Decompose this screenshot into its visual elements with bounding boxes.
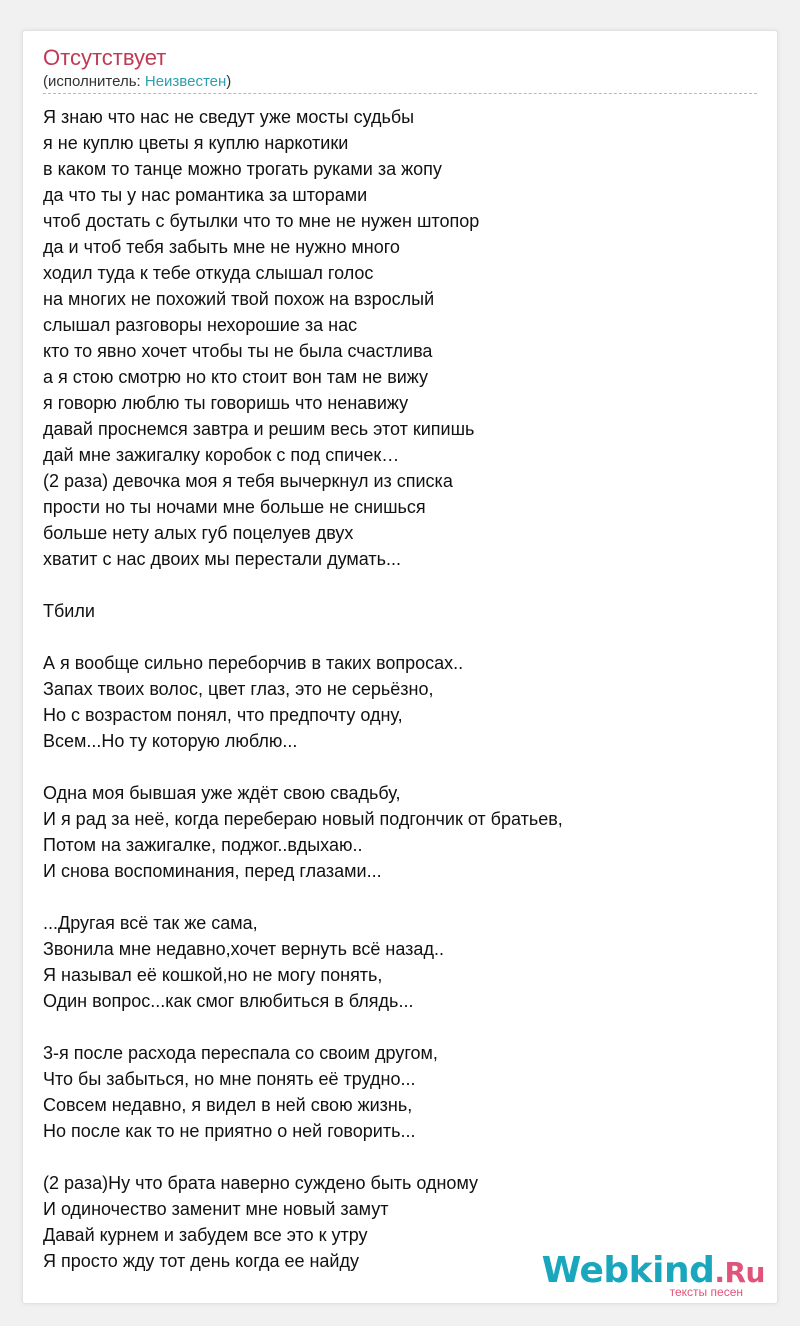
lyrics-line: И снова воспоминания, перед глазами... xyxy=(43,861,382,881)
lyrics-line: чтоб достать с бутылки что то мне не нужен штопор xyxy=(43,211,480,231)
lyrics-blank-line xyxy=(43,884,757,910)
lyrics-line: хватит с нас двоих мы перестали думать... xyxy=(43,549,402,569)
song-title: Отсутствует xyxy=(43,45,167,70)
lyrics-line: Одна моя бывшая уже ждёт свою свадьбу, xyxy=(43,783,401,803)
lyrics-line: прости но ты ночами мне больше не снишься xyxy=(43,497,426,517)
lyrics-line: давай проснемся завтра и решим весь этот кипишь xyxy=(43,419,475,439)
lyrics-line: Но после как то не приятно о ней говорить... xyxy=(43,1121,416,1141)
lyrics-line: И одиночество заменит мне новый замут xyxy=(43,1199,389,1219)
lyrics-line: Я просто жду тот день когда ее найду xyxy=(43,1251,359,1271)
lyrics-line: кто то явно хочет чтобы ты не была счастлива xyxy=(43,341,433,361)
logo-tld: .Ru xyxy=(714,1256,765,1289)
lyrics-blank-line xyxy=(43,624,757,650)
lyrics-line: Я знаю что нас не сведут уже мосты судьбы xyxy=(43,107,415,127)
lyrics-line: больше нету алых губ поцелуев двух xyxy=(43,523,354,543)
lyrics-line: Совсем недавно, я видел в ней свою жизнь, xyxy=(43,1095,413,1115)
lyrics-line: дай мне зажигалку коробок с под спичек… xyxy=(43,445,400,465)
dashed-divider xyxy=(43,93,757,94)
lyrics-line: (2 раза)Ну что брата наверно суждено быть одному xyxy=(43,1173,479,1193)
lyrics-line: 3-я после расхода переспала со своим другом, xyxy=(43,1043,438,1063)
lyrics-line: Звонила мне недавно,хочет вернуть всё назад.. xyxy=(43,939,444,959)
lyrics-blank-line xyxy=(43,572,757,598)
artist-link[interactable]: Неизвестен xyxy=(144,73,227,90)
lyrics-blank-line xyxy=(43,1014,757,1040)
lyrics-line: я не куплю цветы я куплю наркотики xyxy=(43,133,349,153)
lyrics-line: на многих не похожий твой похож на взрослый xyxy=(43,289,435,309)
lyrics-line: Всем...Но ту которую люблю... xyxy=(43,731,298,751)
artist-suffix: ) xyxy=(226,73,232,90)
lyrics-line: И я рад за неё, когда переберaю новый подгончик от братьев, xyxy=(43,809,563,829)
lyrics-line: ходил туда к тебе откуда слышал голос xyxy=(43,263,374,283)
lyrics-text xyxy=(43,104,757,1274)
lyrics-blank-line xyxy=(43,1144,757,1170)
lyrics-blank-line xyxy=(43,754,757,780)
lyrics-line: в каком то танце можно трогать руками за жопу xyxy=(43,159,442,179)
artist-line xyxy=(43,73,231,91)
lyrics-line: а я стою смотрю но кто стоит вон там не вижу xyxy=(43,367,429,387)
lyrics-line: А я вообще сильно переборчив в таких вопросах.. xyxy=(43,653,464,673)
lyrics-line: Что бы забыться, но мне понять её трудно... xyxy=(43,1069,416,1089)
lyrics-line: да что ты у нас романтика за шторами xyxy=(43,185,368,205)
lyrics-line: Я называл её кошкой,но не могу понять, xyxy=(43,965,383,985)
lyrics-line: да и чтоб тебя забыть мне не нужно много xyxy=(43,237,400,257)
site-logo[interactable] xyxy=(541,1250,771,1301)
lyrics-line: Но с возрастом понял, что предпочту одну, xyxy=(43,705,403,725)
lyrics-line: Запах твоих волос, цвет глаз, это не серьёзно, xyxy=(43,679,434,699)
lyrics-line: ...Другая всё так же сама, xyxy=(43,913,258,933)
logo-tagline: тексты песен xyxy=(669,1285,743,1299)
lyrics-card xyxy=(22,30,778,1304)
lyrics-line: Потом на зажигалке, поджог..вдыхаю.. xyxy=(43,835,363,855)
lyrics-line: Давай курнем и забудем все это к утру xyxy=(43,1225,368,1245)
artist-prefix: (исполнитель: xyxy=(43,73,145,90)
lyrics-line: Один вопрос...как смог влюбиться в блядь... xyxy=(43,991,414,1011)
logo-brand: Webkind xyxy=(541,1250,715,1291)
lyrics-line: слышал разговоры нехорошие за нас xyxy=(43,315,358,335)
lyrics-line: (2 раза) девочка моя я тебя вычеркнул из списка xyxy=(43,471,453,491)
lyrics-line: я говорю люблю ты говоришь что ненавижу xyxy=(43,393,409,413)
lyrics-line: Тбили xyxy=(43,601,95,621)
